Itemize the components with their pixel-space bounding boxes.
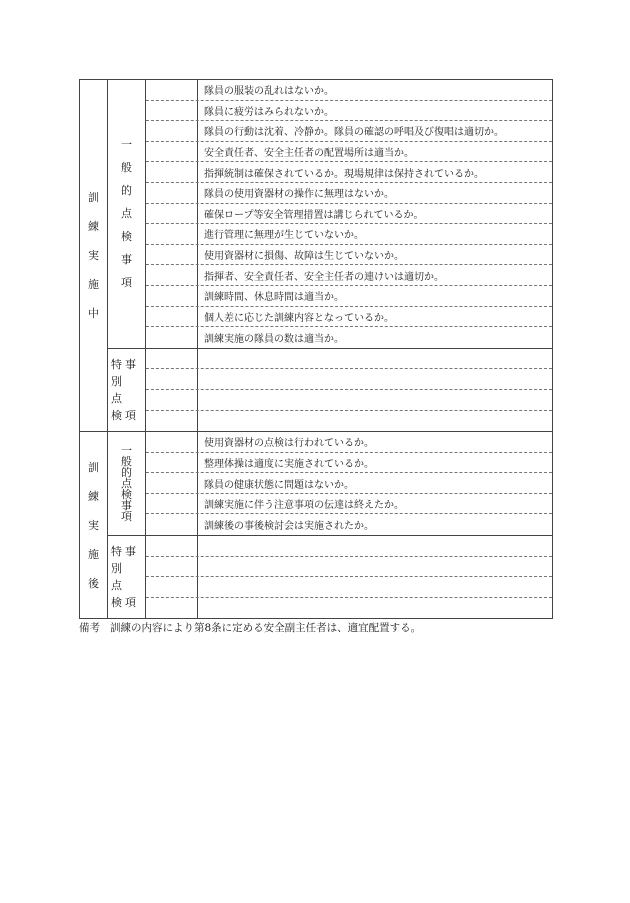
label-char: 検 bbox=[111, 596, 122, 610]
label-char: 般 bbox=[121, 161, 132, 175]
label-char: 的 bbox=[121, 184, 132, 198]
check-item-text: 指揮者、安全責任者、安全主任者の連けいは適切か。 bbox=[204, 271, 444, 283]
label-char: 中 bbox=[88, 307, 99, 321]
check-item-text bbox=[198, 369, 552, 389]
checklist-row bbox=[146, 557, 552, 578]
checklist-row bbox=[146, 453, 552, 474]
checklist-row bbox=[146, 536, 552, 557]
label-char: 練 bbox=[88, 220, 99, 234]
check-item-text: 隊員の使用資器材の操作に無理はないか。 bbox=[204, 189, 394, 201]
label-char: 別 bbox=[111, 374, 122, 388]
check-item-text: 使用資器材の点検は行われているか。 bbox=[204, 438, 374, 450]
label-char: 練 bbox=[88, 489, 99, 503]
check-item-text bbox=[198, 598, 552, 619]
label-row bbox=[111, 356, 139, 373]
label-char: 的 bbox=[121, 466, 132, 480]
special-items-label bbox=[108, 536, 146, 618]
check-item-text bbox=[198, 577, 552, 597]
check-item-text bbox=[198, 557, 552, 577]
check-mark-cell[interactable] bbox=[146, 265, 198, 285]
check-item-text: 訓練実施の隊員の数は適当か。 bbox=[204, 333, 344, 345]
checklist-row bbox=[146, 390, 552, 411]
label-char: 項 bbox=[125, 408, 136, 422]
checklist-row bbox=[146, 142, 552, 163]
label-char bbox=[125, 393, 139, 404]
checklist-row bbox=[146, 514, 552, 535]
section-during-training bbox=[80, 80, 552, 432]
checklist-row bbox=[146, 286, 552, 307]
check-mark-cell[interactable] bbox=[146, 514, 198, 535]
label-char: 事 bbox=[125, 357, 136, 371]
check-mark-cell[interactable] bbox=[146, 390, 198, 410]
label-char bbox=[125, 563, 139, 574]
check-item-text: 訓練時間、休息時間は適当か。 bbox=[204, 292, 344, 304]
label-row bbox=[111, 390, 139, 407]
check-mark-cell[interactable] bbox=[146, 598, 198, 619]
check-item-text: 整理体操は適度に実施されているか。 bbox=[204, 458, 374, 470]
check-item-text: 隊員の行動は沈着、冷静か。隊員の確認の呼唱及び復唱は適切か。 bbox=[204, 127, 504, 139]
check-item-text: 安全責任者、安全主任者の配置場所は適当か。 bbox=[204, 148, 414, 160]
check-mark-cell[interactable] bbox=[146, 286, 198, 306]
general-check-group bbox=[108, 80, 552, 349]
checklist-row bbox=[146, 494, 552, 515]
label-char: 点 bbox=[121, 207, 132, 221]
check-mark-cell[interactable] bbox=[146, 494, 198, 514]
label-char: 施 bbox=[88, 547, 99, 561]
label-row bbox=[111, 560, 139, 577]
label-char: 別 bbox=[111, 562, 122, 576]
check-mark-cell[interactable] bbox=[146, 557, 198, 577]
check-mark-cell[interactable] bbox=[146, 349, 198, 369]
check-mark-cell[interactable] bbox=[146, 369, 198, 389]
label-char: 施 bbox=[88, 278, 99, 292]
checklist-row bbox=[146, 349, 552, 370]
phase-label bbox=[80, 80, 108, 431]
checklist-row bbox=[146, 80, 552, 101]
phase-label bbox=[80, 432, 108, 618]
label-char: 特 bbox=[111, 357, 122, 371]
section-after-training bbox=[80, 432, 552, 618]
check-item-text: 訓練実施に伴う注意事項の伝達は終えたか。 bbox=[204, 500, 404, 512]
special-check-group bbox=[108, 349, 552, 431]
label-char: 項 bbox=[121, 276, 132, 290]
label-row bbox=[111, 577, 139, 594]
checklist-row bbox=[146, 224, 552, 245]
label-row bbox=[111, 543, 139, 560]
label-char: 事 bbox=[125, 545, 136, 559]
label-char: 検 bbox=[111, 408, 122, 422]
check-mark-cell[interactable] bbox=[146, 80, 198, 100]
check-item-text: 個人差に応じた訓練内容となっているか。 bbox=[204, 312, 394, 324]
check-item-text: 使用資器材に損傷、故障は生じていないか。 bbox=[204, 251, 404, 263]
check-mark-cell[interactable] bbox=[146, 327, 198, 348]
checklist-row bbox=[146, 598, 552, 619]
label-char: 検 bbox=[121, 230, 132, 244]
check-mark-cell[interactable] bbox=[146, 577, 198, 597]
check-item-text: 隊員の健康状態に問題はないか。 bbox=[204, 479, 354, 491]
label-char: 訓 bbox=[88, 460, 99, 474]
check-mark-cell[interactable] bbox=[146, 307, 198, 327]
check-mark-cell[interactable] bbox=[146, 245, 198, 265]
label-row bbox=[111, 594, 139, 611]
remarks-text: 訓練の内容により第8条に定める安全副主任者は、適宜配置する。 bbox=[110, 622, 422, 634]
general-check-group bbox=[108, 432, 552, 536]
label-row bbox=[111, 373, 139, 390]
check-item-text bbox=[198, 411, 552, 432]
check-item-text: 訓練後の事後検討会は実施されたか。 bbox=[204, 521, 374, 533]
label-char: 検 bbox=[121, 488, 132, 502]
label-char: 項 bbox=[125, 596, 136, 610]
remarks-note bbox=[79, 620, 421, 635]
label-char: 点 bbox=[121, 477, 132, 491]
label-char: 事 bbox=[121, 253, 132, 267]
checklist-row bbox=[146, 121, 552, 142]
label-char: 実 bbox=[88, 249, 99, 263]
training-safety-checklist-table bbox=[79, 79, 553, 619]
special-check-group bbox=[108, 536, 552, 618]
label-char bbox=[125, 580, 139, 591]
check-mark-cell[interactable] bbox=[146, 101, 198, 121]
check-item-text bbox=[198, 349, 552, 369]
check-mark-cell[interactable] bbox=[146, 432, 198, 452]
checklist-row bbox=[146, 204, 552, 225]
checklist-row bbox=[146, 327, 552, 348]
label-char: 一 bbox=[121, 138, 132, 152]
check-item-text: 隊員に疲労はみられないか。 bbox=[204, 106, 334, 118]
check-mark-cell[interactable] bbox=[146, 224, 198, 244]
check-item-text bbox=[198, 536, 552, 556]
check-item-text: 進行管理に無理が生じていないか。 bbox=[204, 230, 364, 242]
checklist-row bbox=[146, 245, 552, 266]
checklist-row bbox=[146, 369, 552, 390]
checklist-row bbox=[146, 432, 552, 453]
label-char: 特 bbox=[111, 545, 122, 559]
check-mark-cell[interactable] bbox=[146, 183, 198, 203]
remarks-label: 備考 bbox=[79, 622, 100, 634]
label-char: 後 bbox=[88, 576, 99, 590]
check-mark-cell[interactable] bbox=[146, 204, 198, 224]
check-mark-cell[interactable] bbox=[146, 162, 198, 182]
check-mark-cell[interactable] bbox=[146, 536, 198, 556]
check-item-text bbox=[198, 390, 552, 410]
check-item-text: 隊員の服装の乱れはないか。 bbox=[204, 86, 334, 98]
label-char: 点 bbox=[111, 391, 122, 405]
general-items-label bbox=[108, 432, 146, 535]
label-char: 一 bbox=[121, 444, 132, 458]
special-items-label bbox=[108, 349, 146, 431]
checklist-row bbox=[146, 101, 552, 122]
label-char: 訓 bbox=[88, 191, 99, 205]
label-char: 項 bbox=[121, 510, 132, 524]
check-mark-cell[interactable] bbox=[146, 453, 198, 473]
checklist-row bbox=[146, 473, 552, 494]
checklist-row bbox=[146, 411, 552, 432]
label-char bbox=[125, 376, 139, 387]
checklist-row bbox=[146, 307, 552, 328]
checklist-row bbox=[146, 162, 552, 183]
check-item-text: 確保ロープ等安全管理措置は講じられているか。 bbox=[204, 209, 424, 221]
check-mark-cell[interactable] bbox=[146, 411, 198, 432]
label-char: 実 bbox=[88, 518, 99, 532]
check-mark-cell[interactable] bbox=[146, 142, 198, 162]
label-char: 般 bbox=[121, 455, 132, 469]
checklist-row bbox=[146, 183, 552, 204]
label-char: 点 bbox=[111, 579, 122, 593]
checklist-row bbox=[146, 577, 552, 598]
label-char: 事 bbox=[121, 499, 132, 513]
general-items-label bbox=[108, 80, 146, 348]
label-row bbox=[111, 407, 139, 424]
checklist-row bbox=[146, 265, 552, 286]
check-item-text: 指揮統制は確保されているか。現場規律は保持されているか。 bbox=[204, 168, 484, 180]
check-mark-cell[interactable] bbox=[146, 121, 198, 141]
check-mark-cell[interactable] bbox=[146, 473, 198, 493]
